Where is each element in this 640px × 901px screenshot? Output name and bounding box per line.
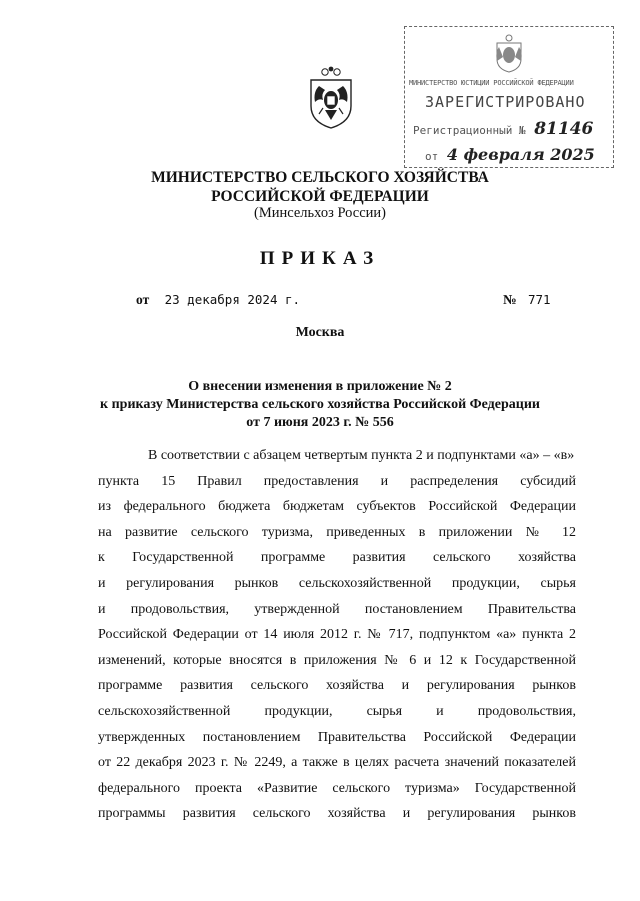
body-line: утвержденных постановлением Правительства Российской Федерации (98, 729, 576, 745)
body-line: сельскохозяйственной продукции, сырья и продовольствия, (98, 703, 576, 719)
stamp-ministry-name: МИНИСТЕРСТВО ЮСТИЦИИ РОССИЙСКОЙ ФЕДЕРАЦИИ (409, 79, 574, 87)
order-date: 23 декабря 2024 г. (164, 292, 301, 307)
date-label: от (136, 292, 150, 307)
order-body (98, 443, 576, 827)
body-line: изменений, которые вносятся в приложения № 6 и 12 к Государственной (98, 652, 576, 668)
document-type-title: ПРИКАЗ (259, 248, 381, 269)
subject-line-2: к приказу Министерства сельского хозяйства Российской Федерации (100, 397, 540, 412)
body-line: пункта 15 Правил предоставления и распределения субсидий (98, 473, 576, 489)
stamp-reg-date: 4 февраля 2025 (446, 145, 595, 164)
body-line: и регулирования рынков сельскохозяйственной продукции, сырья (98, 575, 576, 591)
stamp-reg-number: 81146 (534, 119, 594, 139)
body-line: из федерального бюджета бюджетам субъектов Российской Федерации (98, 499, 576, 515)
body-line: от 22 декабря 2023 г. № 2249, а также в целях расчета значений показателей (98, 755, 576, 771)
ministry-name (0, 168, 640, 206)
stamp-reg-number-row (413, 119, 609, 139)
stamp-reg-date-row (425, 145, 609, 164)
body-line: и продовольствия, утвержденной постановлением Правительства (98, 601, 576, 617)
body-line: к Государственной программе развития сельского хозяйства (98, 550, 576, 566)
ministry-line-2: РОССИЙСКОЙ ФЕДЕРАЦИИ (211, 188, 429, 205)
order-subject (0, 378, 640, 432)
coat-of-arms-icon (305, 66, 357, 130)
body-line: В соответствии с абзацем четвертым пункта 2 и подпунктами «а» – «в» (148, 448, 575, 463)
stamp-emblem-icon (491, 33, 527, 73)
stamp-reg-label: Регистрационный № (413, 124, 526, 137)
order-number: 771 (527, 292, 551, 307)
order-number-row (503, 292, 551, 308)
body-line: программы развития сельского хозяйства и регулирования рынков (98, 806, 576, 822)
ministry-short-name: (Минсельхоз России) (254, 205, 386, 221)
city: Москва (295, 325, 345, 340)
body-line: Российской Федерации от 14 июля 2012 г. № 717, подпунктом «а» пункта 2 (98, 627, 576, 643)
registration-stamp (404, 26, 614, 168)
body-line: программе развития сельского хозяйства и регулирования рынков (98, 678, 576, 694)
subject-line-3: от 7 июня 2023 г. № 556 (246, 415, 394, 430)
body-line: федерального проекта «Развитие сельского туризма» Государственной (98, 780, 576, 796)
stamp-from-label: от (425, 150, 439, 163)
body-line: на развитие сельского туризма, приведенных в приложении № 12 (98, 524, 576, 540)
ministry-line-1: МИНИСТЕРСТВО СЕЛЬСКОГО ХОЗЯЙСТВА (151, 169, 489, 186)
subject-line-1: О внесении изменения в приложение № 2 (188, 379, 452, 394)
number-label: № (503, 292, 517, 307)
order-date-row (136, 292, 300, 308)
stamp-registered: ЗАРЕГИСТРИРОВАНО (425, 93, 586, 111)
